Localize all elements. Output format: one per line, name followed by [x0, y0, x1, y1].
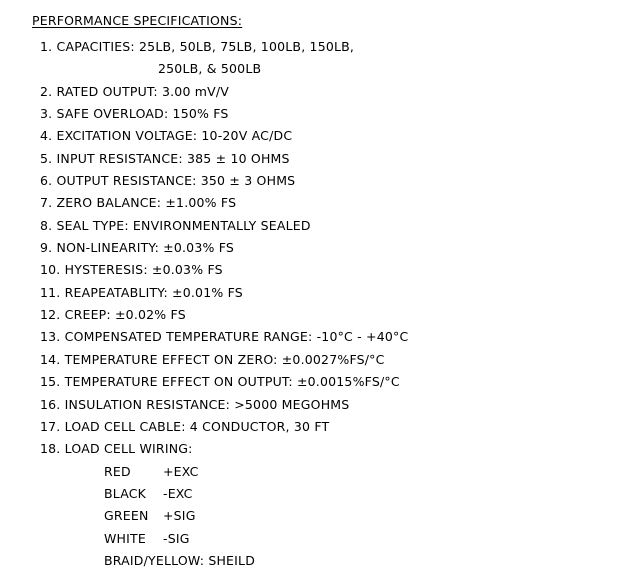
spec-text: RATED OUTPUT: 3.00 mV/V [56, 83, 230, 99]
wiring-row [40, 528, 408, 550]
wiring-row [40, 461, 408, 483]
spec-number: 8. [40, 217, 53, 233]
spec-number: 2. [40, 83, 53, 99]
spec-number: 12. [40, 307, 61, 323]
spec-item [40, 103, 408, 125]
spec-text: CAPACITIES: 25LB, 50LB, 75LB, 100LB, 150LB, [56, 39, 355, 54]
spec-number: 13. [40, 329, 61, 345]
spec-item [40, 326, 408, 348]
spec-number: 16. [40, 396, 61, 412]
spec-number: 18. [40, 441, 61, 457]
spec-text: LOAD CELL CABLE: 4 CONDUCTOR, 30 FT [64, 418, 330, 434]
spec-item [40, 416, 408, 438]
spec-list [40, 36, 408, 572]
spec-text: OUTPUT RESISTANCE: 350 ± 3 OHMS [56, 173, 296, 189]
spec-text: CREEP: ±0.02% FS [64, 307, 186, 323]
spec-text: SEAL TYPE: ENVIRONMENTALLY SEALED [56, 217, 311, 233]
spec-item [40, 304, 408, 326]
spec-number: 6. [40, 173, 53, 189]
spec-text: TEMPERATURE EFFECT ON OUTPUT: ±0.0015%FS/°C [64, 374, 400, 390]
spec-number: 4. [40, 128, 53, 144]
spec-text: INSULATION RESISTANCE: >5000 MEGOHMS [64, 396, 350, 412]
spec-item [40, 192, 408, 214]
spec-number: 15. [40, 374, 61, 390]
spec-item [40, 349, 408, 371]
spec-text: ZERO BALANCE: ±1.00% FS [56, 195, 237, 211]
spec-number: 10. [40, 262, 61, 278]
wiring-row [40, 505, 408, 527]
wire-signal: -SIG [163, 530, 190, 546]
spec-item [40, 148, 408, 170]
spec-number: 7. [40, 195, 53, 211]
spec-text: EXCITATION VOLTAGE: 10-20V AC/DC [56, 128, 293, 144]
spec-item [40, 36, 408, 81]
spec-number: 1. [40, 39, 53, 54]
wire-color: BRAID/YELLOW: [104, 552, 205, 568]
spec-item [40, 259, 408, 281]
spec-text: LOAD CELL WIRING: [64, 441, 193, 457]
spec-number: 14. [40, 351, 61, 367]
spec-item [40, 394, 408, 416]
spec-number: 17. [40, 418, 61, 434]
spec-number: 5. [40, 150, 53, 166]
spec-item [40, 81, 408, 103]
spec-text: INPUT RESISTANCE: 385 ± 10 OHMS [56, 150, 290, 166]
spec-item [40, 170, 408, 192]
spec-number: 3. [40, 106, 53, 122]
spec-item [40, 215, 408, 237]
spec-text: SAFE OVERLOAD: 150% FS [56, 106, 229, 122]
spec-item [40, 237, 408, 259]
spec-item [40, 438, 408, 572]
spec-item [40, 125, 408, 147]
spec-text: HYSTERESIS: ±0.03% FS [64, 262, 223, 278]
spec-text: TEMPERATURE EFFECT ON ZERO: ±0.0027%FS/°C [64, 351, 385, 367]
spec-number: 11. [40, 284, 61, 300]
spec-text: COMPENSATED TEMPERATURE RANGE: -10°C - +40°C [64, 329, 409, 345]
spec-continuation: 250LB, & 500LB [158, 61, 262, 77]
wire-signal: +SIG [163, 508, 196, 524]
wire-color: WHITE [104, 530, 146, 546]
section-title: PERFORMANCE SPECIFICATIONS: [32, 13, 243, 28]
wire-color: GREEN [104, 508, 149, 524]
wire-color: BLACK [104, 485, 147, 501]
wiring-row [40, 483, 408, 505]
spec-number: 9. [40, 240, 53, 256]
wiring-row [40, 550, 408, 572]
wire-signal: SHEILD [208, 552, 256, 568]
wiring-table [40, 461, 408, 572]
wire-signal: -EXC [163, 485, 193, 501]
wire-color: RED [104, 463, 131, 479]
spec-item [40, 371, 408, 393]
spec-text: NON-LINEARITY: ±0.03% FS [56, 240, 235, 256]
spec-text: REAPEATABLITY: ±0.01% FS [64, 284, 243, 300]
wire-signal: +EXC [163, 463, 199, 479]
spec-item [40, 282, 408, 304]
